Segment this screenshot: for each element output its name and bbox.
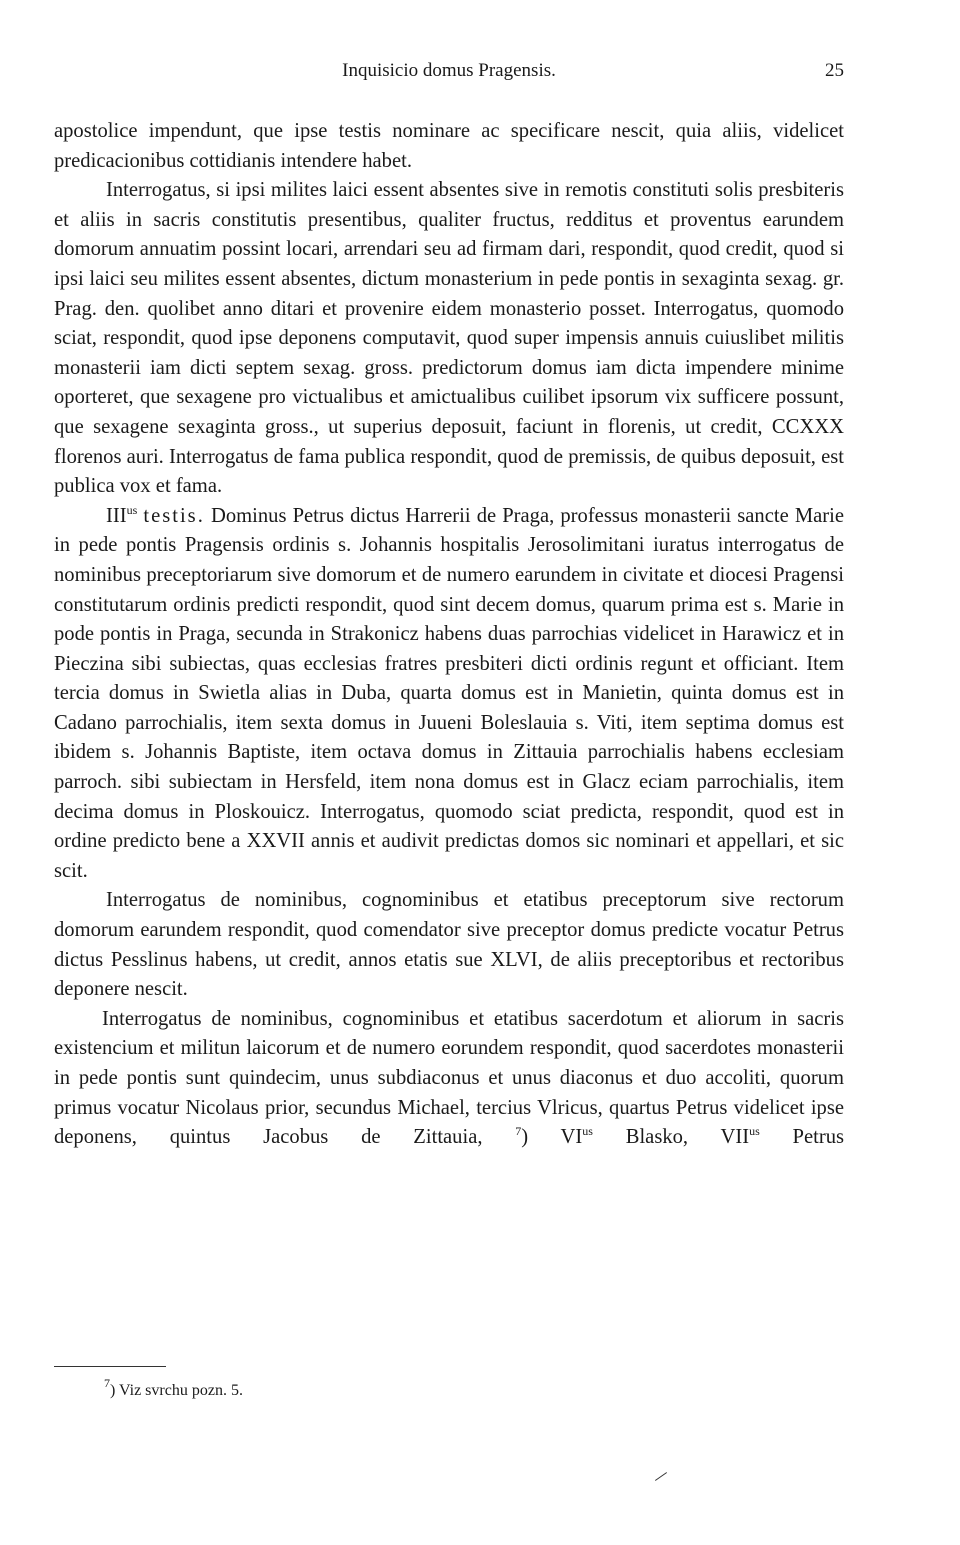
- footnote-rule: [54, 1366, 166, 1367]
- footnote: [104, 1376, 243, 1402]
- body-text: [54, 117, 844, 1153]
- paragraph-1: apostolice impendunt, que ipse testis nominare ac specificare nescit, quia aliis, videlicet predicacionibus cottidianis intendere habet.: [54, 120, 844, 172]
- witness-ordinal: III: [106, 504, 127, 527]
- running-title: Inquisicio domus Pragensis.: [342, 60, 556, 81]
- paragraph-5-text: Interrogatus de nominibus, cognominibus et etatibus sacerdotum et aliorum in sacris existencium et militun laicorum et de numero eorundem respondit, quod sacerdotes monasterii in pede pontis sunt quindecim, unus subdiaconus et unus diaconus et duo accoliti, quorum primus vocatur Nicolaus prior, secundus Michael, tercius Vlricus, quartus Petrus videlicet ipse deponens, quintus Jacobus de Zittauia,: [54, 1007, 844, 1149]
- running-header: [54, 60, 844, 90]
- witness-ordinal-suffix: us: [126, 502, 138, 517]
- witness-heading: testis.: [143, 504, 205, 527]
- footnote-marker: 7: [104, 1376, 110, 1390]
- paragraph-3: [54, 502, 844, 887]
- paragraph-5-seventh: Blasko, VII: [592, 1126, 750, 1149]
- ordinal-suffix-sixth: us: [582, 1124, 593, 1139]
- paragraph-5: [54, 1005, 844, 1153]
- footnote-reference: 7: [515, 1124, 522, 1139]
- paragraph-2: Interrogatus, si ipsi milites laici essent absentes sive in remotis constituti solis presbiteris et aliis in sacris constitutis presentibus, qualiter fructus, redditus et proventus earundem domorum annuatim possint locari, arrendari seu ad firmam dari, respondit, quod credit, quod si ipsi laici seu milites essent absentes, dictum monasterium in pede pontis in sexaginta sexag. gr. Prag. den. quolibet anno ditari et provenire eidem monasterio posset. Interrogatus, quomodo sciat, respondit, quod ipse deponens computavit, quod super impensis annuis cuiuslibet militis monasterii iam dicti septem sexag. gross. predictorum domus iam dicta impendere minime oporteret, que sexagene pro victualibus et amictualibus cuilibet ipsorum vix sufficere possunt, que sexagene sexaginta gross., ut superius deposuit, faciunt in florenis, ut credit, CCXXX florenos auri. Interrogatus de fama publica respondit, quod de premissis, de quibus deposuit, est publica vox et fama.: [54, 179, 844, 498]
- footnote-text: ) Viz svrchu pozn. 5.: [110, 1382, 243, 1399]
- paragraph-4: Interrogatus de nominibus, cognominibus et etatibus preceptorum sive rectorum domorum earundem respondit, quod comendator sive preceptor domus predicte vocatur Petrus dictus Pesslinus habens, ut credit, annos etatis sue XLVI, de aliis preceptoribus et rectoribus deponere nescit.: [54, 889, 844, 1001]
- stray-pen-mark: [655, 1472, 667, 1481]
- ordinal-suffix-seventh: us: [749, 1124, 760, 1139]
- paragraph-5-sixth: ) VI: [521, 1126, 583, 1149]
- paragraph-3-text: Dominus Petrus dictus Harrerii de Praga, professus monasterii sancte Marie in pede pontis Pragensis ordinis s. Johannis hospitalis Jerosolimitani iuratus interrogatus de nominibus preceptoriarum sive domorum et de numero earundem in civitate et diocesi Pragensi constitutarum ordinis predicti respondit, quod sint decem domus, quarum prima est s. Marie in pode pontis in Praga, secunda in Strakonicz habens duas parrochias videlicet in Harawicz et in Pieczina sibi subiectas, quas ecclesias fratres presbiteri dicti ordinis regunt et officiant. Item tercia domus in Swietla alias in Duba, quarta domus est in Manietin, quinta domus est in Cadano parrochialis, item sexta domus in Juueni Boleslauia s. Viti, item septima domus est ibidem s. Johannis Baptiste, item octava domus in Zittauia parrochialis habens ecclesiam parroch. sibi subiectam in Hersfeld, item nona domus est in Glacz eciam parrochialis, item decima domus in Ploskouicz. Interrogatus, quomodo sciat predicta, respondit, quod est in ordine predicto bene a XXVII annis et audivit predictas domos sic nominari et appellari, et sic scit.: [54, 504, 844, 882]
- page-number: 25: [825, 60, 844, 81]
- paragraph-5-end: Petrus: [759, 1126, 845, 1149]
